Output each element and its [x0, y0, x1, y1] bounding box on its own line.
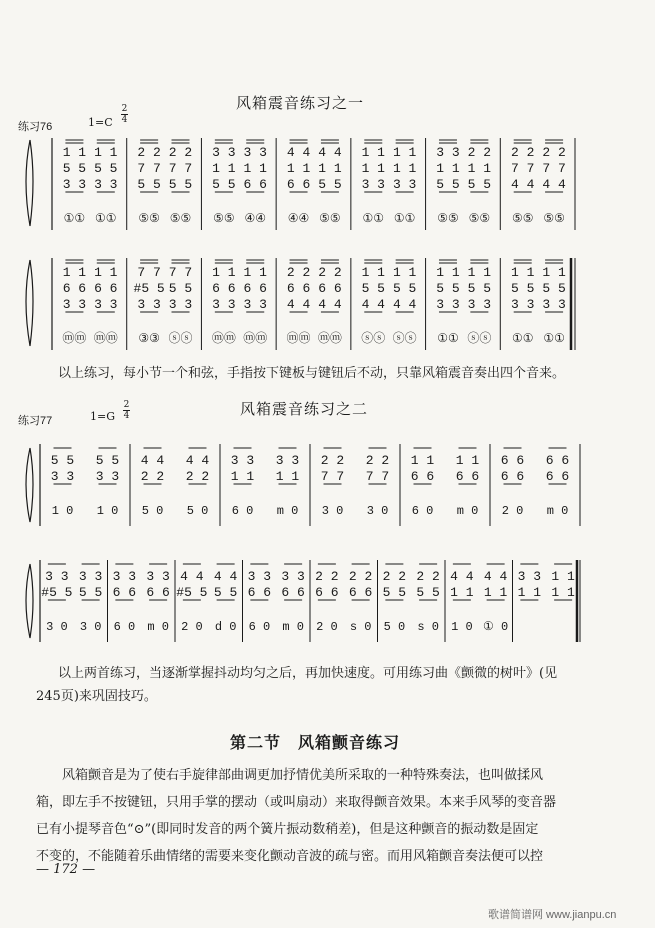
treble-note: 1 1: [361, 265, 385, 280]
bass-chord: ⓜⓜ: [286, 332, 311, 346]
low-note: 4 4: [361, 297, 385, 312]
treble-note: 2 2: [137, 145, 161, 160]
bass-note: ① 0: [483, 620, 509, 634]
low-note: 5 5: [318, 177, 342, 192]
mid-note: 2 2: [185, 469, 210, 484]
bass-chord: ⓜⓜ: [93, 332, 118, 346]
treble-note: 7 7: [168, 265, 193, 280]
treble-note: 1 1: [212, 265, 236, 280]
treble-note: 2 2: [286, 265, 311, 280]
exercise2-caption-line2: 245页)来巩固技巧。: [36, 689, 157, 704]
mid-note: 6 6: [348, 585, 373, 600]
mid-note: 1 1: [286, 161, 311, 176]
top-note: 4 4: [213, 569, 238, 584]
low-note: 5 5: [467, 177, 492, 192]
exercise2-title: 风箱震音练习之二: [240, 400, 369, 418]
bass-chord: ⑤⑤: [319, 212, 341, 226]
bass-chord: ⓜⓜ: [243, 332, 268, 346]
bass-chord: ⑤⑤: [213, 212, 235, 226]
bass-note: 3 0: [46, 620, 68, 634]
low-note: 3 3: [212, 297, 236, 312]
mid-note: 5 5: [168, 281, 193, 296]
top-note: 4 4: [483, 569, 508, 584]
mid-note: #5 5: [176, 585, 208, 600]
exercise1-title: 风箱震音练习之一: [236, 94, 365, 112]
treble-note: 3 3: [243, 145, 267, 160]
low-note: 3 3: [94, 297, 118, 312]
mid-note: 6 6: [94, 281, 118, 296]
bass-note: 1 0: [51, 504, 74, 518]
treble-note: 1 1: [392, 265, 417, 280]
treble-note: 1 1: [510, 265, 535, 280]
bass-note: m 0: [276, 504, 299, 518]
treble-note: 2 2: [168, 145, 193, 160]
exercise2-meter: 2 4: [123, 400, 130, 421]
bass-note: m 0: [546, 504, 569, 518]
bass-chord: ④④: [287, 212, 310, 226]
exercise2-score: [0, 430, 655, 660]
mid-note: 1 1: [517, 585, 542, 600]
watermark: 歌谱简谱网 www.jianpu.cn: [488, 909, 617, 921]
bass-chord: ⓢⓢ: [361, 332, 386, 346]
treble-note: 4 4: [318, 145, 342, 160]
brace: [26, 260, 33, 346]
low-note: 5 5: [168, 177, 193, 192]
low-note: 4 4: [318, 297, 342, 312]
low-note: 3 3: [436, 297, 460, 312]
mid-note: 5 5: [542, 281, 566, 296]
top-note: 2 2: [320, 453, 345, 468]
bass-note: m 0: [456, 504, 479, 518]
bass-note: 6 0: [248, 620, 271, 634]
low-note: 3 3: [243, 297, 267, 312]
mid-note: 6 6: [410, 469, 435, 484]
bass-chord: ③③: [138, 332, 160, 346]
mid-note: 5 5: [416, 585, 440, 600]
mid-note: 5 5: [78, 585, 103, 600]
treble-note: 1 1: [94, 145, 118, 160]
top-note: 3 3: [112, 569, 137, 584]
top-note: 4 4: [140, 453, 165, 468]
low-note: 4 4: [542, 177, 566, 192]
bass-note: 6 0: [113, 620, 136, 634]
mid-note: 5 5: [392, 281, 417, 296]
top-note: 5 5: [50, 453, 75, 468]
exercise1-label: 练习76: [18, 121, 53, 133]
bass-note: 2 0: [181, 620, 203, 634]
top-note: 2 2: [315, 569, 339, 584]
low-note: 4 4: [510, 177, 535, 192]
treble-note: 3 3: [436, 145, 460, 160]
bass-note: 1 0: [96, 504, 119, 518]
treble-note: 1 1: [62, 145, 87, 160]
mid-note: 5 5: [467, 281, 492, 296]
treble-note: 2 2: [467, 145, 492, 160]
treble-note: 4 4: [286, 145, 311, 160]
bass-note: 5 0: [383, 620, 406, 634]
low-note: 3 3: [62, 177, 87, 192]
treble-note: 2 2: [510, 145, 535, 160]
mid-note: 5 5: [510, 281, 535, 296]
mid-note: 5 5: [62, 161, 87, 176]
top-note: 1 1: [551, 569, 575, 584]
mid-note: 1 1: [318, 161, 342, 176]
mid-note: 1 1: [392, 161, 417, 176]
bass-note: m 0: [282, 620, 304, 634]
treble-note: 1 1: [467, 265, 492, 280]
bass-chord: ⓜⓜ: [62, 332, 87, 346]
bass-note: 6 0: [411, 504, 434, 518]
treble-note: 1 1: [62, 265, 87, 280]
mid-note: 1 1: [230, 469, 255, 484]
top-note: 6 6: [545, 453, 570, 468]
bass-note: 6 0: [231, 504, 254, 518]
treble-note: 1 1: [392, 145, 417, 160]
treble-note: 3 3: [212, 145, 236, 160]
top-note: 2 2: [416, 569, 440, 584]
bass-chord: ⑤⑤: [468, 212, 491, 226]
bass-note: 2 0: [316, 620, 338, 634]
top-note: 3 3: [247, 569, 272, 584]
bass-chord: ④④: [244, 212, 266, 226]
bass-chord: ⑤⑤: [138, 212, 160, 226]
mid-note: 5 5: [436, 281, 460, 296]
top-note: 2 2: [348, 569, 373, 584]
mid-note: 6 6: [545, 469, 570, 484]
mid-note: 3 3: [50, 469, 75, 484]
low-note: 3 3: [510, 297, 535, 312]
mid-note: 6 6: [281, 585, 305, 600]
mid-note: 5 5: [382, 585, 407, 600]
treble-note: 1 1: [243, 265, 267, 280]
bass-note: 1 0: [451, 620, 473, 634]
treble-note: 1 1: [436, 265, 460, 280]
treble-note: 2 2: [318, 265, 342, 280]
bass-chord: ①①: [95, 212, 117, 226]
mid-note: 6 6: [318, 281, 342, 296]
mid-note: 6 6: [243, 281, 267, 296]
top-note: 3 3: [78, 569, 103, 584]
bass-chord: ⓜⓜ: [211, 332, 236, 346]
bass-chord: ⑤⑤: [543, 212, 565, 226]
bass-note: d 0: [214, 620, 237, 634]
mid-note: #5 5: [41, 585, 73, 600]
body-text: [36, 762, 626, 870]
bass-chord: ①①: [437, 332, 459, 346]
low-note: 5 5: [436, 177, 460, 192]
top-note: 1 1: [455, 453, 480, 468]
mid-note: 6 6: [286, 281, 311, 296]
exercise1-caption: 以上练习，每小节一个和弦，手指按下键板与键钮后不动，只靠风箱震音奏出四个音来。: [58, 366, 566, 381]
exercise2-key: 1=G: [90, 410, 116, 423]
bass-note: 3 0: [79, 620, 102, 634]
top-note: 4 4: [180, 569, 204, 584]
low-note: 3 3: [62, 297, 87, 312]
mid-note: 1 1: [243, 161, 267, 176]
top-note: 4 4: [185, 453, 210, 468]
bass-note: s 0: [417, 620, 439, 634]
treble-note: 1 1: [361, 145, 385, 160]
mid-note: 5 5: [213, 585, 238, 600]
mid-note: 1 1: [361, 161, 385, 176]
low-note: 4 4: [286, 297, 311, 312]
low-note: 3 3: [467, 297, 492, 312]
mid-note: 5 5: [94, 161, 118, 176]
low-note: 4 4: [392, 297, 417, 312]
mid-note: 1 1: [275, 469, 300, 484]
low-note: 3 3: [168, 297, 193, 312]
mid-note: #5 5: [133, 281, 165, 296]
bass-chord: ⓢⓢ: [467, 332, 492, 346]
bass-note: 5 0: [186, 504, 209, 518]
bass-chord: ⑤⑤: [169, 212, 192, 226]
mid-note: 6 6: [455, 469, 480, 484]
mid-note: 2 2: [140, 469, 165, 484]
bass-note: 3 0: [366, 504, 389, 518]
mid-note: 1 1: [436, 161, 460, 176]
mid-note: 1 1: [483, 585, 508, 600]
bass-chord: ⓢⓢ: [168, 332, 193, 346]
top-note: 2 2: [382, 569, 407, 584]
bass-note: 5 0: [141, 504, 164, 518]
bass-note: 2 0: [501, 504, 524, 518]
mid-note: 1 1: [450, 585, 474, 600]
page-number: — 172 —: [36, 862, 96, 877]
bass-note: m 0: [147, 620, 169, 634]
low-note: 5 5: [212, 177, 236, 192]
bass-chord: ⑤⑤: [511, 212, 534, 226]
bass-chord: ①①: [63, 212, 86, 226]
mid-note: 6 6: [112, 585, 137, 600]
top-note: 3 3: [517, 569, 542, 584]
top-note: 1 1: [410, 453, 435, 468]
exercise2-label: 练习77: [18, 415, 53, 427]
top-note: 3 3: [146, 569, 170, 584]
mid-note: 6 6: [315, 585, 339, 600]
mid-note: 3 3: [95, 469, 120, 484]
exercise1-score: [0, 130, 655, 360]
top-note: 4 4: [450, 569, 474, 584]
mid-note: 1 1: [212, 161, 236, 176]
exercise1-key: 1=C: [88, 116, 113, 129]
body-line: 风箱颤音是为了使右手旋律部曲调更加抒情优美所采取的一种特殊奏法，也叫做揉风: [62, 768, 544, 783]
treble-note: 2 2: [542, 145, 566, 160]
low-note: 3 3: [542, 297, 566, 312]
mid-note: 7 7: [542, 161, 566, 176]
body-line: 已有小提琴音色“⊙”(即同时发音的两个簧片振动数稍差)，但是这种颤音的振动数是固定: [36, 822, 539, 837]
mid-note: 6 6: [500, 469, 525, 484]
mid-note: 7 7: [168, 161, 193, 176]
brace: [26, 564, 33, 638]
mid-note: 6 6: [62, 281, 87, 296]
low-note: 6 6: [286, 177, 311, 192]
top-note: 3 3: [275, 453, 300, 468]
bass-note: s 0: [349, 620, 372, 634]
bass-note: 3 0: [321, 504, 344, 518]
mid-note: 7 7: [320, 469, 345, 484]
treble-note: 1 1: [94, 265, 118, 280]
bass-chord: ①①: [543, 332, 565, 346]
low-note: 3 3: [361, 177, 385, 192]
mid-note: 1 1: [467, 161, 492, 176]
bass-chord: ①①: [511, 332, 534, 346]
exercise2-caption-line1: 以上两首练习，当逐渐掌握抖动均匀之后，再加快速度。可用练习曲《颤微的树叶》(见: [58, 666, 558, 681]
low-note: 6 6: [243, 177, 267, 192]
exercise1-meter: 2 4: [121, 104, 128, 125]
top-note: 5 5: [95, 453, 120, 468]
bass-chord: ⓢⓢ: [392, 332, 417, 346]
mid-note: 1 1: [551, 585, 575, 600]
bass-chord: ①①: [362, 212, 385, 226]
bass-chord: ⑤⑤: [437, 212, 459, 226]
brace: [26, 448, 33, 522]
mid-note: 6 6: [247, 585, 272, 600]
top-note: 3 3: [281, 569, 305, 584]
section-title: 第二节 风箱颤音练习: [230, 735, 401, 752]
low-note: 5 5: [137, 177, 161, 192]
mid-note: 6 6: [212, 281, 236, 296]
mid-note: 7 7: [365, 469, 390, 484]
treble-note: 7 7: [137, 265, 161, 280]
mid-note: 5 5: [361, 281, 385, 296]
body-line: 不变的，不能随着乐曲情绪的需要来变化颤动音波的疏与密。而用风箱颤音奏法便可以控: [36, 849, 544, 864]
body-line: 箱，即左手不按键钮，只用手掌的摆动（或叫扇动）来取得颤音效果。本来手风琴的变音器: [36, 795, 557, 810]
mid-note: 7 7: [510, 161, 535, 176]
top-note: 6 6: [500, 453, 525, 468]
low-note: 3 3: [392, 177, 417, 192]
low-note: 3 3: [137, 297, 161, 312]
top-note: 3 3: [45, 569, 69, 584]
brace: [26, 140, 33, 226]
mid-note: 6 6: [146, 585, 170, 600]
bass-chord: ①①: [393, 212, 416, 226]
low-note: 3 3: [94, 177, 118, 192]
top-note: 2 2: [365, 453, 390, 468]
bass-chord: ⓜⓜ: [317, 332, 342, 346]
treble-note: 1 1: [542, 265, 566, 280]
top-note: 3 3: [230, 453, 255, 468]
mid-note: 7 7: [137, 161, 161, 176]
